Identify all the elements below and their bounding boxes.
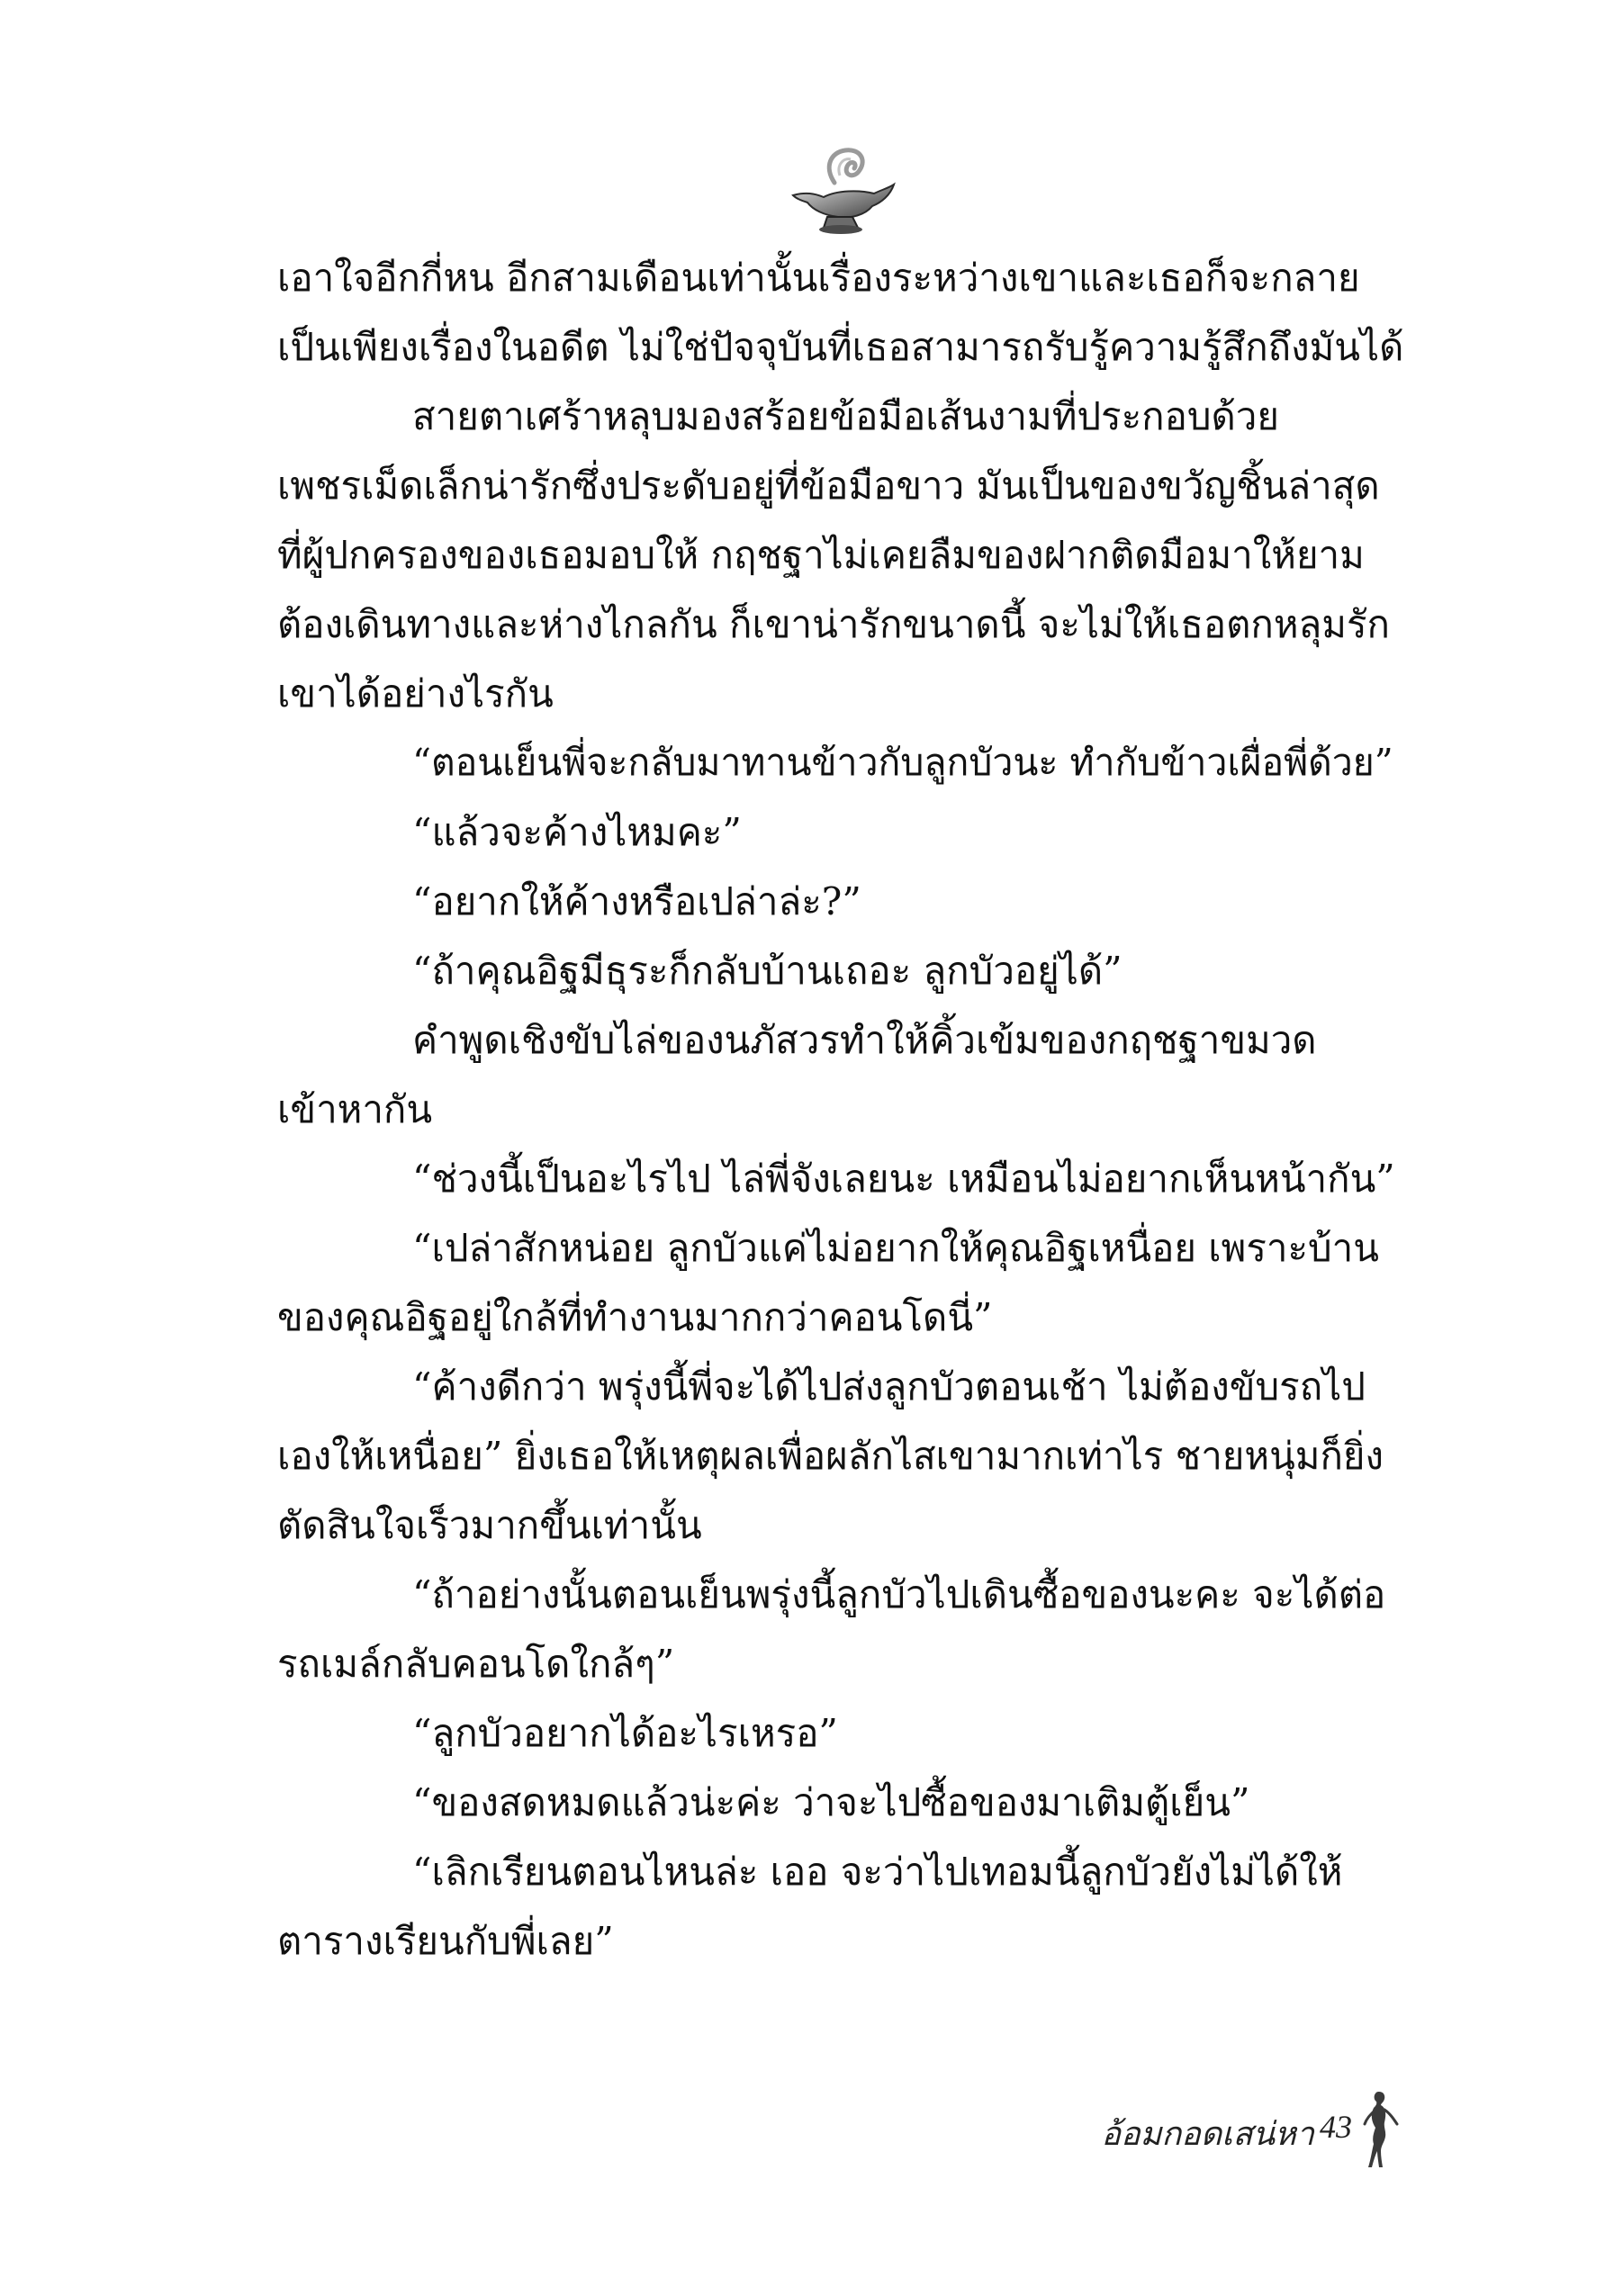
text-line: “อยากให้ค้างหรือเปล่าล่ะ?”: [412, 879, 861, 923]
text-line: ที่ผู้ปกครองของเธอมอบให้ กฤชฐาไม่เคยลืมของฝากติดมือมาให้ยาม: [277, 533, 1365, 577]
book-title: อ้อมกอดเสน่หา: [1101, 2116, 1314, 2153]
page-number: 43: [1320, 2109, 1352, 2145]
text-line: เอาใจอีกกี่หน อีกสามเดือนเท่านั้นเรื่องระหว่างเขาและเธอก็จะกลาย: [277, 256, 1360, 300]
text-line: ต้องเดินทางและห่างไกลกัน ก็เขาน่ารักขนาดนี้ จะไม่ให้เธอตกหลุมรัก: [277, 602, 1390, 646]
text-line: ตารางเรียนกับพี่เลย”: [277, 1919, 614, 1963]
text-line: “ค้างดีกว่า พรุ่งนี้พี่จะได้ไปส่งลูกบัวตอนเช้า ไม่ต้องขับรถไป: [412, 1364, 1366, 1409]
text-line: “แล้วจะค้างไหมคะ”: [412, 810, 742, 854]
text-line: สายตาเศร้าหลุบมองสร้อยข้อมือเส้นงามที่ประกอบด้วย: [412, 394, 1279, 438]
text-line: เพชรเม็ดเล็กน่ารักซึ่งประดับอยู่ที่ข้อมือขาว มันเป็นของขวัญชิ้นล่าสุด: [277, 464, 1380, 508]
body-text: [277, 243, 1413, 1976]
text-line: “ถ้าอย่างนั้นตอนเย็นพรุ่งนี้ลูกบัวไปเดินซื้อของนะคะ จะได้ต่อ: [412, 1572, 1386, 1616]
text-line: “ตอนเย็นพี่จะกลับมาทานข้าวกับลูกบัวนะ ทำกับข้าวเผื่อพี่ด้วย”: [412, 741, 1393, 784]
text-line: คำพูดเชิงขับไล่ของนภัสวรทำให้คิ้วเข้มของกฤชฐาขมวด: [412, 1018, 1317, 1062]
text-line: “ถ้าคุณอิฐมีธุระก็กลับบ้านเถอะ ลูกบัวอยู่ได้”: [412, 949, 1123, 993]
woman-silhouette-icon: [1354, 2088, 1404, 2169]
text-line: “เปล่าสักหน่อย ลูกบัวแค่ไม่อยากให้คุณอิฐเหนื่อย เพราะบ้าน: [412, 1226, 1379, 1270]
text-line: เป็นเพียงเรื่องในอดีต ไม่ใช่ปัจจุบันที่เธอสามารถรับรู้ความรู้สึกถึงมันได้: [277, 325, 1404, 369]
text-line: เองให้เหนื่อย” ยิ่งเธอให้เหตุผลเพื่อผลักไสเขามากเท่าไร ชายหนุ่มก็ยิ่ง: [277, 1434, 1384, 1478]
text-line: ของคุณอิฐอยู่ใกล้ที่ทำงานมากกว่าคอนโดนี่”: [277, 1295, 993, 1339]
text-line: “เลิกเรียนตอนไหนล่ะ เออ จะว่าไปเทอมนี้ลูกบัวยังไม่ได้ให้: [412, 1850, 1343, 1894]
text-line: “ช่วงนี้เป็นอะไรไป ไล่พี่จังเลยนะ เหมือนไม่อยากเห็นหน้ากัน”: [412, 1157, 1395, 1201]
text-line: “ของสดหมดแล้วน่ะค่ะ ว่าจะไปซื้อของมาเติมตู้เย็น”: [412, 1780, 1250, 1824]
text-line: เขาได้อย่างไรกัน: [277, 671, 554, 716]
text-line: ตัดสินใจเร็วมากขึ้นเท่านั้น: [277, 1503, 702, 1547]
text-line: “ลูกบัวอยากได้อะไรเหรอ”: [412, 1711, 838, 1755]
text-line: เข้าหากัน: [277, 1087, 433, 1131]
text-line: รถเมล์กลับคอนโดใกล้ๆ”: [277, 1642, 675, 1686]
magic-lamp-icon: [788, 140, 896, 239]
page-footer: [900, 2088, 1404, 2169]
